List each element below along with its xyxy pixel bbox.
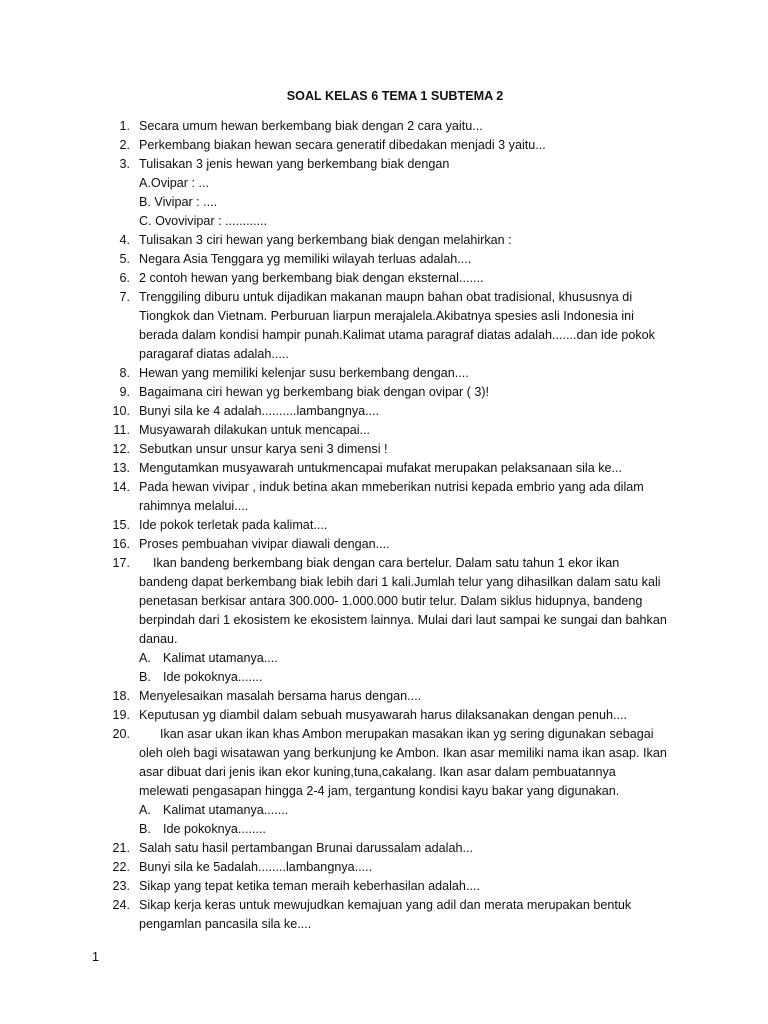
question-number: 1. bbox=[119, 119, 130, 133]
question-item bbox=[108, 554, 668, 687]
question-number: 13. bbox=[112, 461, 130, 475]
question-item bbox=[108, 269, 668, 288]
question-number: 2. bbox=[119, 138, 130, 152]
question-number: 20. bbox=[112, 727, 130, 741]
question-item bbox=[108, 877, 668, 896]
question-text: Secara umum hewan berkembang biak dengan 2 cara yaitu... bbox=[139, 119, 483, 133]
question-text: Bagaimana ciri hewan yg berkembang biak dengan ovipar ( 3)! bbox=[139, 385, 490, 399]
question-text: Sikap kerja keras untuk mewujudkan kemajuan yang adil dan merata merupakan bentuk pengamlan pancasila sila ke.... bbox=[139, 898, 632, 931]
question-item bbox=[108, 896, 668, 934]
question-number: 9. bbox=[119, 385, 130, 399]
question-number: 18. bbox=[112, 689, 130, 703]
subitem-letter: B. bbox=[139, 670, 151, 684]
question-item bbox=[108, 250, 668, 269]
question-text: Tulisakan 3 jenis hewan yang berkembang biak dengan bbox=[139, 157, 450, 171]
subitem-text: Ide pokoknya....... bbox=[163, 670, 263, 684]
question-number: 24. bbox=[112, 898, 130, 912]
question-number: 10. bbox=[112, 404, 130, 418]
question-text: Ide pokok terletak pada kalimat.... bbox=[139, 518, 328, 532]
question-text: Sikap yang tepat ketika teman meraih keberhasilan adalah.... bbox=[139, 879, 480, 893]
question-text: Salah satu hasil pertambangan Brunai darussalam adalah... bbox=[139, 841, 473, 855]
question-number: 12. bbox=[112, 442, 130, 456]
question-item bbox=[108, 839, 668, 858]
subitem-letter: A. bbox=[139, 651, 151, 665]
question-text: Musyawarah dilakukan untuk mencapai... bbox=[139, 423, 371, 437]
question-item bbox=[108, 383, 668, 402]
question-text: Ikan bandeng berkembang biak dengan cara bertelur. Dalam satu tahun 1 ekor ikan bandeng dapat berkembang biak lebih dari 1 kali.Jumlah telur yang dihasilkan dalam satu kali penetasan berkisar antara 300.000- 1.000.000 butir telur. Dalam siklus hidupnya, bandeng berpindah dari 1 ekosistem ke ekosistem lainnya. Mulai dari laut sampai ke sungai dan bahkan danau. bbox=[139, 556, 667, 646]
question-text: Sebutkan unsur unsur karya seni 3 dimensi ! bbox=[139, 442, 388, 456]
question-number: 19. bbox=[112, 708, 130, 722]
question-text: Mengutamkan musyawarah untukmencapai mufakat merupakan pelaksanaan sila ke... bbox=[139, 461, 623, 475]
question-item bbox=[108, 421, 668, 440]
question-number: 23. bbox=[112, 879, 130, 893]
question-number: 6. bbox=[119, 271, 130, 285]
subitem-letter: A. bbox=[139, 803, 151, 817]
question-number: 3. bbox=[119, 157, 130, 171]
question-list bbox=[108, 117, 668, 934]
question-item bbox=[108, 706, 668, 725]
question-item bbox=[108, 402, 668, 421]
question-number: 16. bbox=[112, 537, 130, 551]
question-text: Tulisakan 3 ciri hewan yang berkembang biak dengan melahirkan : bbox=[139, 233, 512, 247]
question-text: Menyelesaikan masalah bersama harus dengan.... bbox=[139, 689, 422, 703]
question-number: 21. bbox=[112, 841, 130, 855]
question-subitem bbox=[139, 668, 668, 687]
question-subitem bbox=[139, 649, 668, 668]
question-item bbox=[108, 478, 668, 516]
page-number: 1 bbox=[92, 950, 100, 964]
question-item bbox=[108, 725, 668, 839]
question-text: Pada hewan vivipar , induk betina akan mmeberikan nutrisi kepada embrio yang ada dilam rahimnya melalui.... bbox=[139, 480, 644, 513]
question-number: 5. bbox=[119, 252, 130, 266]
question-number: 22. bbox=[112, 860, 130, 874]
subitem-text: Kalimat utamanya....... bbox=[163, 803, 289, 817]
subitem-text: Kalimat utamanya.... bbox=[163, 651, 278, 665]
question-number: 8. bbox=[119, 366, 130, 380]
question-number: 11. bbox=[113, 423, 130, 437]
question-subitem bbox=[139, 820, 668, 839]
question-number: 14. bbox=[112, 480, 130, 494]
question-item bbox=[108, 459, 668, 478]
question-number: 4. bbox=[119, 233, 130, 247]
question-text: Bunyi sila ke 5adalah........lambangnya..... bbox=[139, 860, 373, 874]
question-item bbox=[108, 858, 668, 877]
question-text: Perkembang biakan hewan secara generatif dibedakan menjadi 3 yaitu... bbox=[139, 138, 546, 152]
question-text: Trenggiling diburu untuk dijadikan makanan maupn bahan obat tradisional, khususnya di Tiongkok dan Vietnam. Perburuan liarpun merajalela.Akibatnya spesies asli Indonesia ini berada dalam kondisi hampir punah.Kalimat utama paragraf diatas adalah.......dan ide pokok paragaraf diatas adalah..... bbox=[139, 290, 655, 361]
question-subitem bbox=[139, 801, 668, 820]
question-subitem: B. Vivipar : .... bbox=[139, 195, 218, 209]
question-item bbox=[108, 231, 668, 250]
subitem-text: Ide pokoknya........ bbox=[163, 822, 266, 836]
question-text: Ikan asar ukan ikan khas Ambon merupakan masakan ikan yg sering digunakan sebagai oleh oleh bagi wisatawan yang berkunjung ke Ambon. Ikan asar memiliki nama ikan asap. Ikan asar dibuat dari jenis ikan ekor kuning,tuna,cakalang. Ikan asar dalam pembuatannya melewati pengasapan hingga 2-4 jam, tergantung kondisi kayu bakar yang digunakan. bbox=[139, 727, 667, 798]
question-number: 7. bbox=[119, 290, 130, 304]
subitem-letter: B. bbox=[139, 822, 151, 836]
question-item bbox=[108, 440, 668, 459]
question-number: 15. bbox=[112, 518, 130, 532]
question-item bbox=[108, 516, 668, 535]
question-text: Bunyi sila ke 4 adalah..........lambangnya.... bbox=[139, 404, 380, 418]
question-text: Proses pembuahan vivipar diawali dengan.... bbox=[139, 537, 390, 551]
question-text: Keputusan yg diambil dalam sebuah musyawarah harus dilaksanakan dengan penuh.... bbox=[139, 708, 627, 722]
question-subitem: C. Ovovivipar : ............ bbox=[139, 214, 268, 228]
question-subitem: A.Ovipar : ... bbox=[139, 176, 209, 190]
question-text: 2 contoh hewan yang berkembang biak dengan eksternal....... bbox=[139, 271, 484, 285]
question-item bbox=[108, 288, 668, 364]
question-number: 17. bbox=[112, 556, 130, 570]
question-text: Negara Asia Tenggara yg memiliki wilayah terluas adalah.... bbox=[139, 252, 472, 266]
question-item bbox=[108, 535, 668, 554]
question-item bbox=[108, 136, 668, 155]
question-item bbox=[108, 687, 668, 706]
question-text: Hewan yang memiliki kelenjar susu berkembang dengan.... bbox=[139, 366, 469, 380]
question-item bbox=[108, 364, 668, 383]
question-item bbox=[108, 117, 668, 136]
question-item bbox=[108, 155, 668, 231]
page-title: SOAL KELAS 6 TEMA 1 SUBTEMA 2 bbox=[286, 89, 504, 103]
